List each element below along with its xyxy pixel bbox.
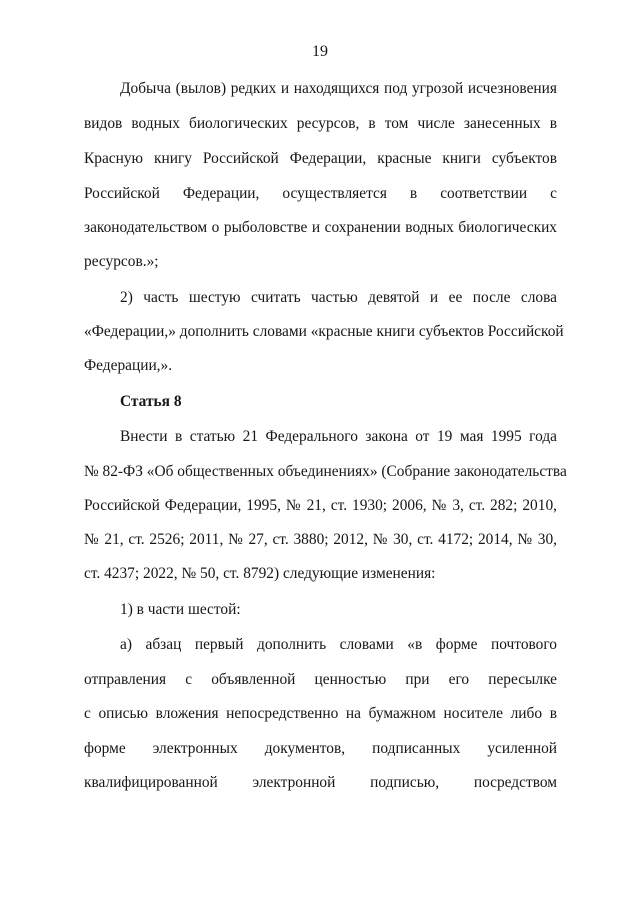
paragraph-1-line-1: Добыча (вылов) редких и находящихся под угрозой исчезновения: [120, 80, 557, 97]
article-heading: Статья 8: [120, 393, 182, 410]
paragraph-5-line-2: отправления с объявленной ценностью при его пересылке: [84, 671, 557, 688]
paragraph-1-line-5: законодательством о рыболовстве и сохранении водных биологических: [84, 219, 557, 236]
paragraph-3-line-5: ст. 4237; 2022, № 50, ст. 8792) следующие изменения:: [84, 565, 436, 582]
paragraph-1-line-3: Красную книгу Российской Федерации, красные книги субъектов: [84, 150, 557, 167]
paragraph-3-line-2: № 82-ФЗ «Об общественных объединениях» (Собрание законодательства: [84, 463, 567, 480]
paragraph-1-line-2: видов водных биологических ресурсов, в том числе занесенных в: [84, 115, 557, 132]
paragraph-2-line-2: «Федерации,» дополнить словами «красные книги субъектов Российской: [84, 323, 564, 340]
paragraph-3-line-1: Внести в статью 21 Федерального закона от 19 мая 1995 года: [120, 428, 557, 445]
paragraph-5-line-4: форме электронных документов, подписанных усиленной: [84, 740, 557, 757]
paragraph-3-line-4: № 21, ст. 2526; 2011, № 27, ст. 3880; 2012, № 30, ст. 4172; 2014, № 30,: [84, 531, 557, 548]
paragraph-2-line-1: 2) часть шестую считать частью девятой и ее после слова: [120, 289, 557, 306]
paragraph-4-line-1: 1) в части шестой:: [120, 601, 241, 618]
paragraph-3-line-3: Российской Федерации, 1995, № 21, ст. 1930; 2006, № 3, ст. 282; 2010,: [84, 497, 557, 514]
paragraph-2-line-3: Федерации,».: [84, 357, 173, 374]
paragraph-1-line-4: Российской Федерации, осуществляется в соответствии с: [84, 185, 557, 202]
paragraph-5-line-1: а) абзац первый дополнить словами «в форме почтового: [120, 636, 557, 653]
page-number: 19: [312, 43, 328, 60]
paragraph-5-line-3: с описью вложения непосредственно на бумажном носителе либо в: [84, 705, 557, 722]
paragraph-1-line-6: ресурсов.»;: [84, 253, 159, 270]
paragraph-5-line-5: квалифицированной электронной подписью, посредством: [84, 774, 557, 791]
